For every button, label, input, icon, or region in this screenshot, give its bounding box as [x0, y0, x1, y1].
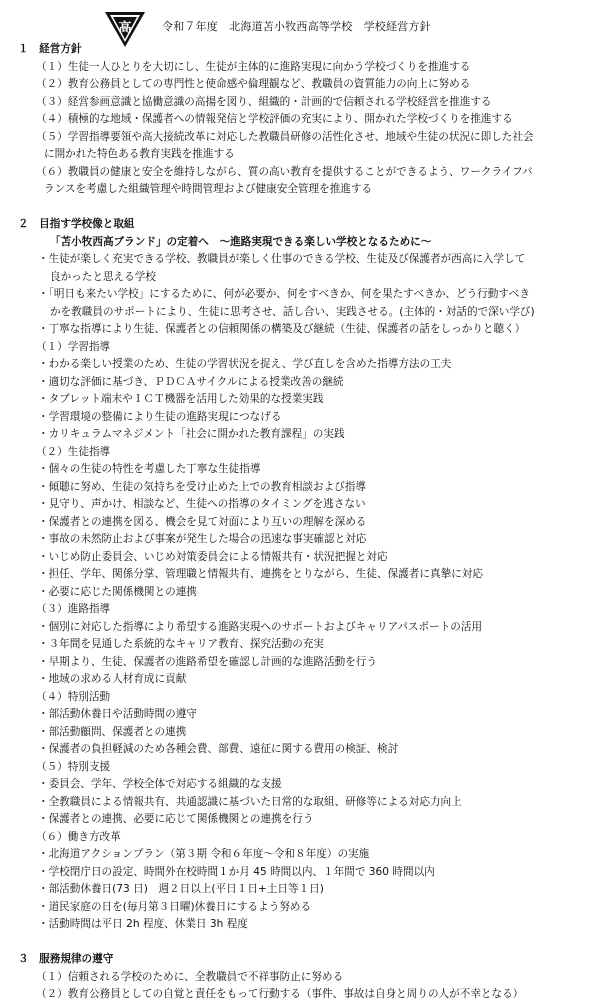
emblem-glyph: 高: [118, 21, 132, 36]
item-continuation: ランスを考慮した組織管理や時間管理および健康安全管理を推進する: [44, 183, 373, 195]
bullet-item: ・部活動休養日や活動時間の遵守: [38, 708, 197, 720]
bullet-item: ・委員会、学年、学校全体で対応する組織的な支援: [38, 778, 282, 790]
document-title: 令和７年度 北海道苫小牧西高等学校 学校経営方針: [162, 20, 431, 33]
bullet-item: ・タブレット端末やＩＣＴ機器を活用した効果的な授業実践: [38, 393, 324, 405]
numbered-item: （４）特別活動: [36, 690, 111, 703]
bullet-item: ・活動時間は平日 2h 程度、休業日 3h 程度: [38, 918, 248, 930]
bullet-item: ・保護者との連携、必要に応じて関係機関との連携を行う: [38, 813, 314, 825]
bullet-item: ・必要に応じた関係機関との連携: [38, 585, 197, 598]
numbered-item: （４）積極的な地域・保護者への情報発信と学校評価の充実により、開かれた学校づくりを推進する: [36, 113, 513, 125]
numbered-item: （５）特別支援: [36, 760, 111, 773]
bullet-item: ・生徒が楽しく充実できる学校、教職員が楽しく仕事のできる学校、生徒及び保護者が西高に入学して: [38, 253, 526, 265]
bullet-item: ・保護者の負担軽減のため各種会費、部費、遠征に関する費用の検証、検討: [38, 743, 399, 755]
numbered-item: （６）教職員の健康と安全を維持しながら、質の高い教育を提供することができるよう、ワークライフバ: [36, 165, 533, 178]
bullet-item: ・保護者との連携を図る、機会を見て対面により互いの理解を深める: [38, 515, 367, 528]
bullet-item: ・３年間を見通した系統的なキャリア教育、探究活動の充実: [38, 638, 325, 650]
section-spacer: [14, 199, 584, 217]
section-heading: ３ 服務規律の遵守: [18, 953, 114, 965]
bullet-item: ・適切な評価に基づき、ＰＤＣＡサイクルによる授業改善の継続: [38, 375, 344, 388]
bullet-item: ・早期より、生徒、保護者の進路希望を確認し計画的な進路活動を行う: [38, 655, 377, 668]
numbered-item: （３）進路指導: [36, 603, 111, 615]
bullet-item: ・道民家庭の日を(毎月第３日曜)休養日にするよう努める: [38, 900, 312, 913]
bullet-item: ・見守り、声かけ、相談など、生徒への指導のタイミングを逃さない: [38, 498, 366, 510]
bullet-item: ・全教職員による情報共有、共通認識に基づいた日常的な取組、研修等による対応力向上: [38, 795, 462, 808]
bullet-item: ・わかる楽しい授業のため、生徒の学習状況を捉え、学び直しを含めた指導方法の工夫: [38, 358, 452, 370]
bullet-item: ・個々の生徒の特性を考慮した丁寧な生徒指導: [38, 463, 261, 475]
brand-heading: 「苫小牧西高ブランド」の定着へ ～進路実現できる楽しい学校となるために～: [50, 235, 432, 248]
bullet-item: ・個別に対応した指導により希望する進路実現へのサポートおよびキャリアパスポートの活用: [38, 620, 483, 633]
numbered-item: （１）学習指導: [36, 340, 111, 353]
numbered-item: （３）経営参画意識と協働意識の高揚を図り、組織的・計画的で信頼される学校経営を推進する: [36, 95, 492, 108]
bullet-item: ・学習環境の整備により生徒の進路実現につなげる: [38, 410, 282, 423]
bullet-item: ・部活動休養日(73 日) 週２日以上(平日１日+土日等１日): [38, 883, 324, 895]
item-continuation: かを教職員のサポートにより、生徒に思考させ、話し合い、実践させる。(主体的・対話的で深い学び): [50, 305, 535, 318]
section-heading: ２ 目指す学校像と取組: [18, 218, 135, 230]
item-continuation: 良かったと思える学校: [50, 270, 156, 283]
numbered-item: （５）学習指導要領や高大接続改革に対応した教職員研修の活性化させ、地域や生徒の状況に即した社会: [36, 130, 534, 143]
numbered-item: （６）働き方改革: [36, 830, 121, 843]
bullet-item: ・部活動顧問、保護者との連携: [38, 725, 187, 738]
numbered-item: （１）信頼される学校のために、全教職員で不祥事防止に努める: [36, 970, 344, 983]
numbered-item: （１）生徒一人ひとりを大切にし、生徒が主体的に進路実現に向かう学校づくりを推進する: [36, 60, 471, 73]
bullet-item: ・カリキュラムマネジメント「社会に開かれた教育課程」の実践: [38, 428, 345, 440]
bullet-item: ・傾聴に努め、生徒の気持ちを受け止めた上での教育相談および指導: [38, 480, 366, 493]
numbered-item: （２）生徒指導: [36, 445, 111, 458]
bullet-item: ・いじめ防止委員会、いじめ対策委員会による情報共有・状況把握と対応: [38, 550, 388, 563]
bullet-item: ・地域の求める人材育成に貢献: [38, 673, 187, 685]
bullet-item: ・学校閉庁日の設定、時間外在校時間１か月 45 時間以内、１年間で 360 時間以内: [38, 865, 435, 878]
bullet-item: ・丁寧な指導により生徒、保護者との信頼関係の構築及び継続（生徒、保護者の話をしっかりと聴く）: [38, 323, 526, 335]
numbered-item: （２）教育公務員としての自覚と責任をもって行動する（事件、事故は自身と周りの人が不幸となる）: [36, 988, 524, 1000]
bullet-item: ・担任、学年、関係分掌、管理職と情報共有、連携をとりながら、生徒、保護者に真摯に対応: [38, 568, 483, 580]
section-spacer: [14, 934, 584, 952]
document-body: [14, 41, 584, 1004]
bullet-item: ・北海道アクションプラン（第３期 令和６年度～令和８年度）の実施: [38, 848, 370, 860]
section-heading: １ 経営方針: [18, 43, 82, 55]
bullet-item: ・「明日も来たい学校」にするために、何が必要か、何をすべきか、何を果たすべきか、どう行動すべき: [38, 288, 530, 300]
item-continuation: に開かれた特色ある教育実践を推進する: [44, 148, 235, 160]
bullet-item: ・事故の未然防止および事案が発生した場合の迅速な事実確認と対応: [38, 533, 367, 545]
numbered-item: （２）教育公務員としての専門性と使命感や倫理観など、教職員の資質能力の向上に努める: [36, 78, 471, 90]
